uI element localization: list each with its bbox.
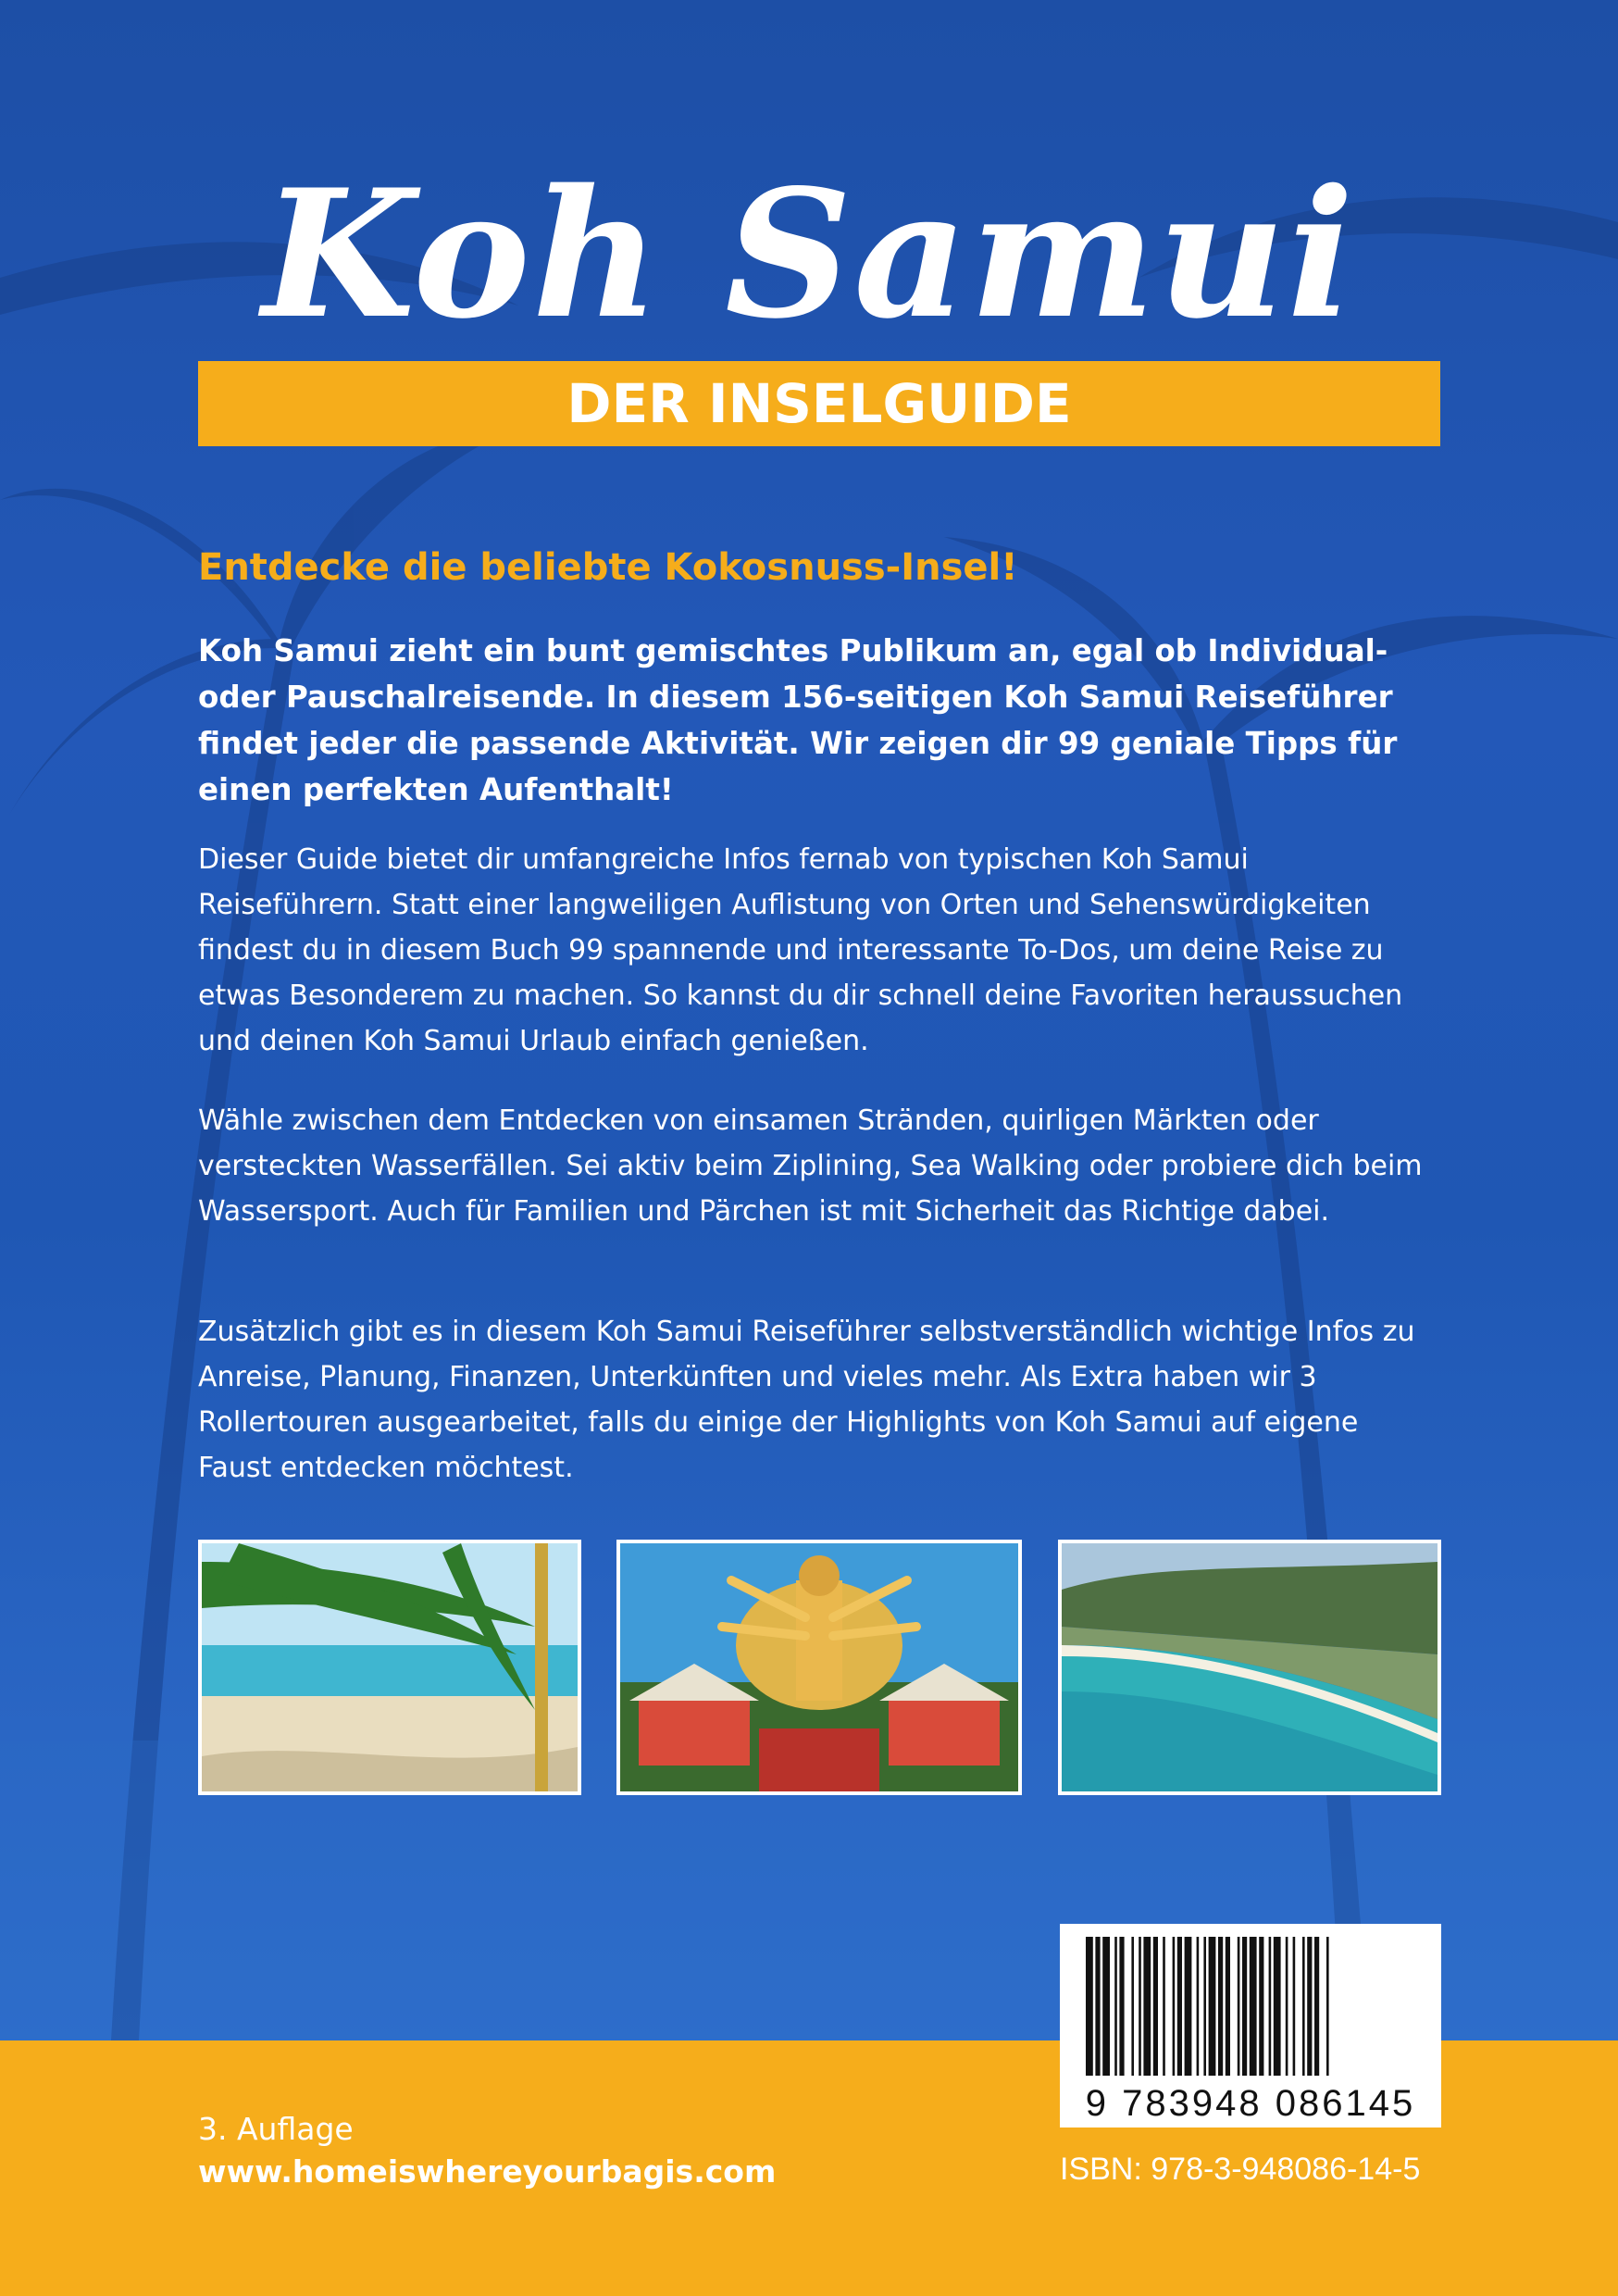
barcode-bar — [1163, 1937, 1165, 2076]
barcode-bar — [1326, 1937, 1329, 2076]
barcode-bar — [1173, 1937, 1176, 2076]
barcode-bar — [1086, 1937, 1093, 2076]
barcode-bar — [1293, 1937, 1296, 2076]
barcode-bar — [1269, 1937, 1272, 2076]
barcode-bar — [1286, 1937, 1288, 2076]
website-link[interactable]: www.homeiswhereyourbagis.com — [198, 2153, 777, 2190]
body-paragraph-1: Dieser Guide bietet dir umfangreiche Infos fernab von typischen Koh Samui Reiseführern. Statt einer langweiligen Auflistung von Orten und Sehenswürdigkeiten findest du in diesem Buch 99 spannende und interessante To-Dos, um deine Reise zu etwas Besonderem zu machen. So kannst du dir schnell deine Favoriten heraussuchen und deinen Koh Samui Urlaub einfach genießen. — [198, 843, 1403, 1057]
barcode-bar — [1119, 1937, 1124, 2076]
barcode-bar — [1242, 1937, 1247, 2076]
barcode-bar — [1226, 1937, 1230, 2076]
subtitle: DER INSELGUIDE — [566, 372, 1072, 435]
photo-temple-statue — [616, 1540, 1022, 1795]
barcode-bar — [1114, 1937, 1117, 2076]
barcode — [1060, 1924, 1441, 2128]
barcode-bar — [1139, 1937, 1141, 2076]
edition: 3. Auflage — [198, 2111, 354, 2147]
headline: Entdecke die beliebte Kokosnuss-Insel! — [198, 546, 1018, 589]
barcode-bar — [1203, 1937, 1206, 2076]
barcode-bar — [1302, 1937, 1305, 2076]
barcode-bar — [1274, 1937, 1281, 2076]
barcode-bar — [1218, 1937, 1223, 2076]
body-paragraph-2: Wähle zwischen dem Entdecken von einsamen Stränden, quirligen Märkten oder versteckten Wasserfällen. Sei aktiv beim Ziplining, Sea Walking oder probiere dich beim Wassersport. Auch für Familien und Pärchen ist mit Sicherheit das Richtige dabei. — [198, 1104, 1423, 1228]
barcode-bar — [1209, 1937, 1216, 2076]
barcode-bar — [1153, 1937, 1158, 2076]
body-paragraph-3: Zusätzlich gibt es in diesem Koh Samui Reiseführer selbstverständlich wichtige Infos zu Anreise, Planung, Finanzen, Unterkünften und vieles mehr. Als Extra haben wir 3 Rollertouren ausgearbeitet, falls du einige der Highlights von Koh Samui auf eigene Faust entdecken möchtest. — [198, 1316, 1415, 1484]
barcode-bar — [1131, 1937, 1134, 2076]
barcode-bar — [1314, 1937, 1319, 2076]
barcode-bar — [1197, 1937, 1200, 2076]
barcode-bar — [1102, 1937, 1110, 2076]
barcode-digits: 9 783948 086145 — [1085, 2083, 1416, 2124]
barcode-bar — [1095, 1937, 1100, 2076]
photo-aerial-coast — [1058, 1540, 1441, 1795]
barcode-bar — [1143, 1937, 1151, 2076]
barcode-bar — [1250, 1937, 1257, 2076]
subtitle-banner — [198, 361, 1440, 446]
photo-beach-palm — [198, 1540, 581, 1795]
lead-paragraph: Koh Samui zieht ein bunt gemischtes Publikum an, egal ob Individual- oder Pauschalreisende. In diesem 156-seitigen Koh Samui Reiseführer findet jeder die passende Aktivität. Wir zeigen dir 99 geniale Tipps für einen perfekten Aufenthalt! — [198, 633, 1398, 807]
barcode-bar — [1185, 1937, 1192, 2076]
barcode-bar — [1307, 1937, 1312, 2076]
isbn: ISBN: 978-3-948086-14-5 — [1060, 2152, 1421, 2187]
book-title: Koh Samui — [262, 151, 1356, 357]
barcode-bar — [1238, 1937, 1240, 2076]
barcode-bars — [1060, 1924, 1441, 2083]
barcode-bar — [1259, 1937, 1263, 2076]
barcode-bar — [1177, 1937, 1182, 2076]
